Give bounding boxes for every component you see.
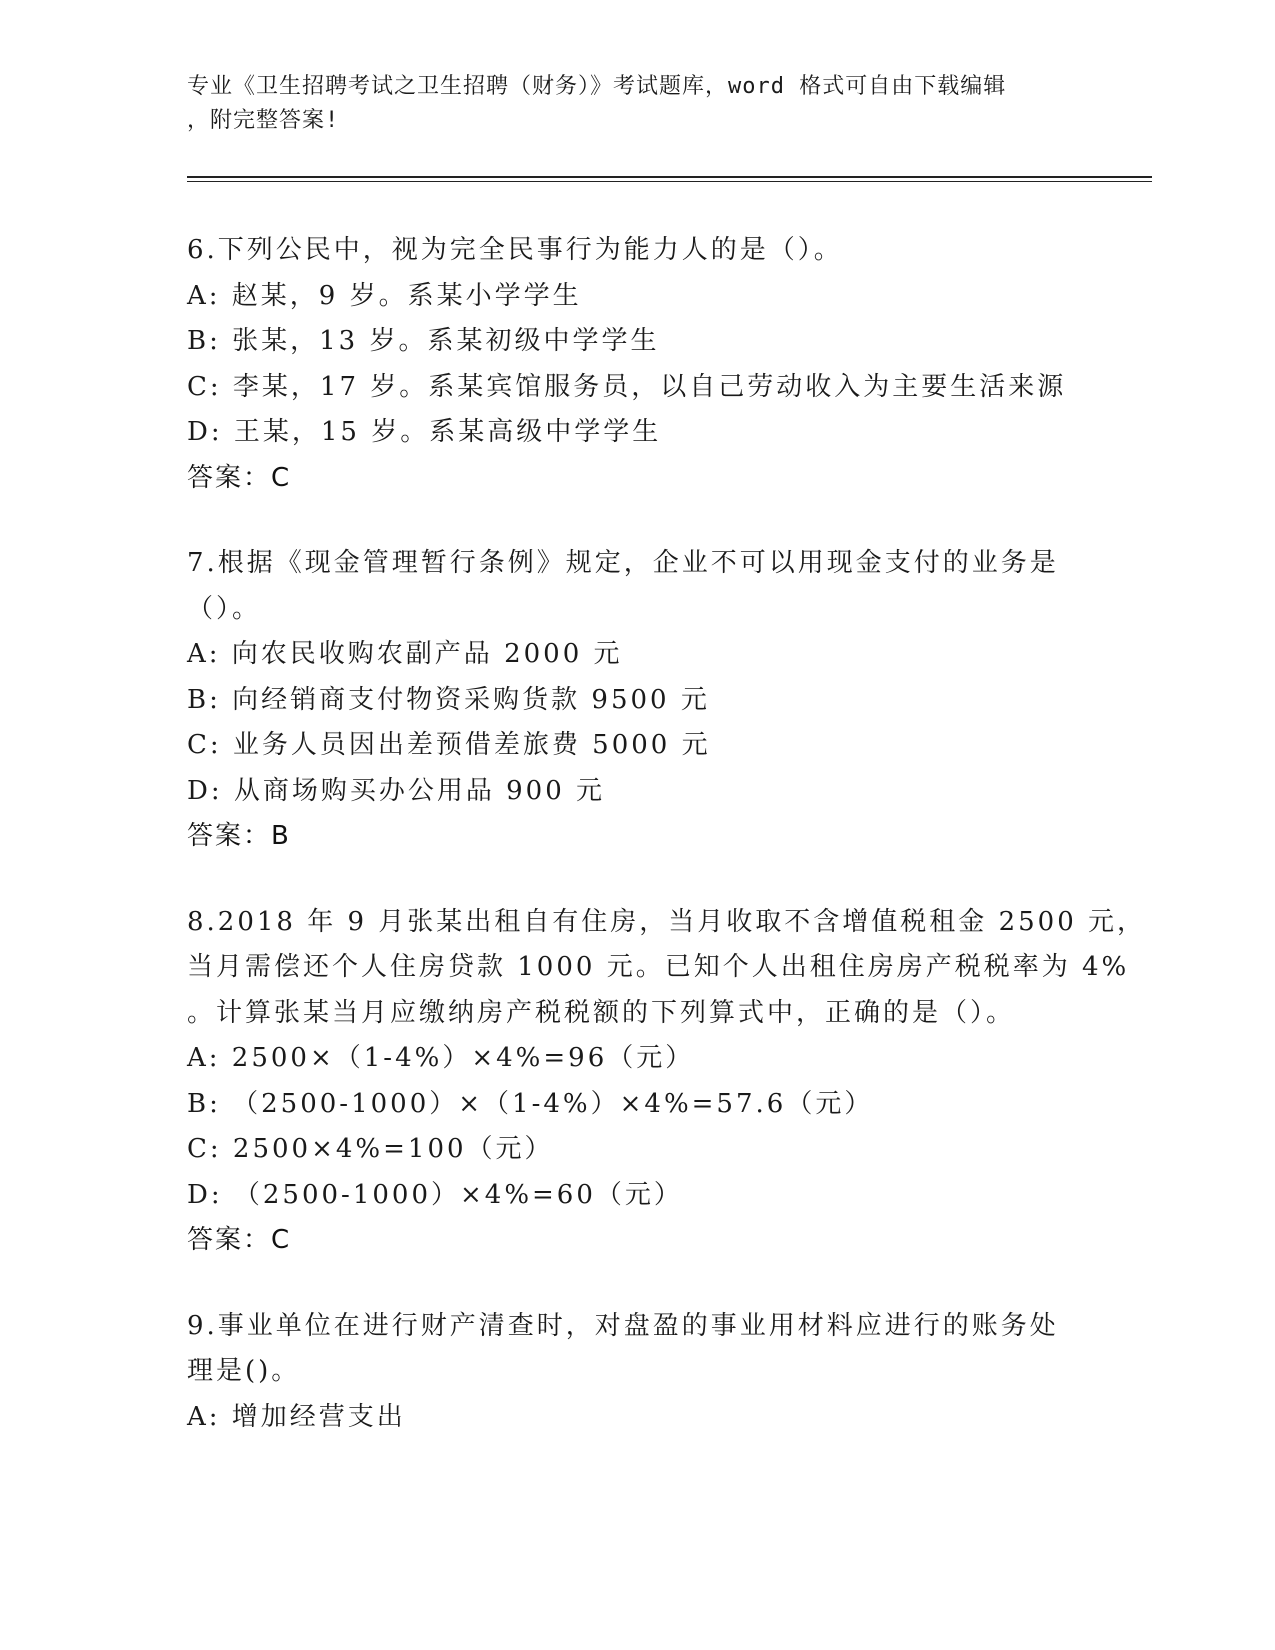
header-title-line-2: ，附完整答案! (187, 108, 340, 133)
answer-option: C: 业务人员因出差预借差旅费 5000 元 (187, 730, 711, 760)
header-title-line-1: 专业《卫生招聘考试之卫生招聘（财务）》考试题库，word 格式可自由下载编辑 (187, 74, 1007, 99)
answer-option: D: 王某，15 岁。系某高级中学学生 (187, 417, 662, 447)
question-stem: 9.事业单位在进行财产清查时，对盘盈的事业用材料应进行的账务处 (187, 1310, 1059, 1341)
answer-option: B: 向经销商支付物资采购货款 9500 元 (187, 684, 710, 715)
document-header (187, 70, 1077, 138)
answer-key: 答案：B (187, 821, 291, 851)
answer-option: A: 2500×（1-4%）×4%=96（元） (187, 1043, 695, 1073)
answer-key: 答案：C (187, 462, 292, 493)
answer-option: A: 赵某，9 岁。系某小学学生 (187, 280, 582, 311)
answer-option: C: 2500×4%=100（元） (187, 1134, 554, 1164)
answer-option: C: 李某，17 岁。系某宾馆服务员，以自己劳动收入为主要生活来源 (187, 371, 1067, 402)
question-stem: （）。 (187, 593, 262, 624)
header-divider-thick (187, 176, 1152, 178)
question-stem: 当月需偿还个人住房贷款 1000 元。已知个人出租住房房产税税率为 4% (187, 952, 1130, 982)
answer-key: 答案：C (187, 1225, 292, 1255)
question-stem: 理是()。 (187, 1356, 301, 1386)
question-stem: 6.下列公民中，视为完全民事行为能力人的是（）。 (187, 235, 843, 265)
answer-option: D: （2500-1000）×4%=60（元） (187, 1179, 683, 1210)
answer-option: B: （2500-1000）×（1-4%）×4%=57.6（元） (187, 1088, 874, 1119)
answer-option: A: 增加经营支出 (187, 1401, 406, 1432)
question-block (187, 541, 1087, 860)
question-block (187, 900, 1147, 1264)
question-stem: 。计算张某当月应缴纳房产税税额的下列算式中，正确的是（）。 (187, 997, 1016, 1028)
question-block (187, 1304, 1087, 1441)
question-stem: 8.2018 年 9 月张某出租自有住房，当月收取不含增值税租金 2500 元， (187, 906, 1147, 937)
question-block (187, 228, 1087, 501)
question-stem: 7.根据《现金管理暂行条例》规定，企业不可以用现金支付的业务是 (187, 548, 1059, 578)
answer-option: D: 从商场购买办公用品 900 元 (187, 775, 606, 806)
answer-option: B: 张某，13 岁。系某初级中学学生 (187, 326, 660, 356)
question-list (187, 228, 1147, 1480)
answer-option: A: 向农民收购农副产品 2000 元 (187, 639, 623, 669)
header-divider-thin (187, 181, 1152, 182)
